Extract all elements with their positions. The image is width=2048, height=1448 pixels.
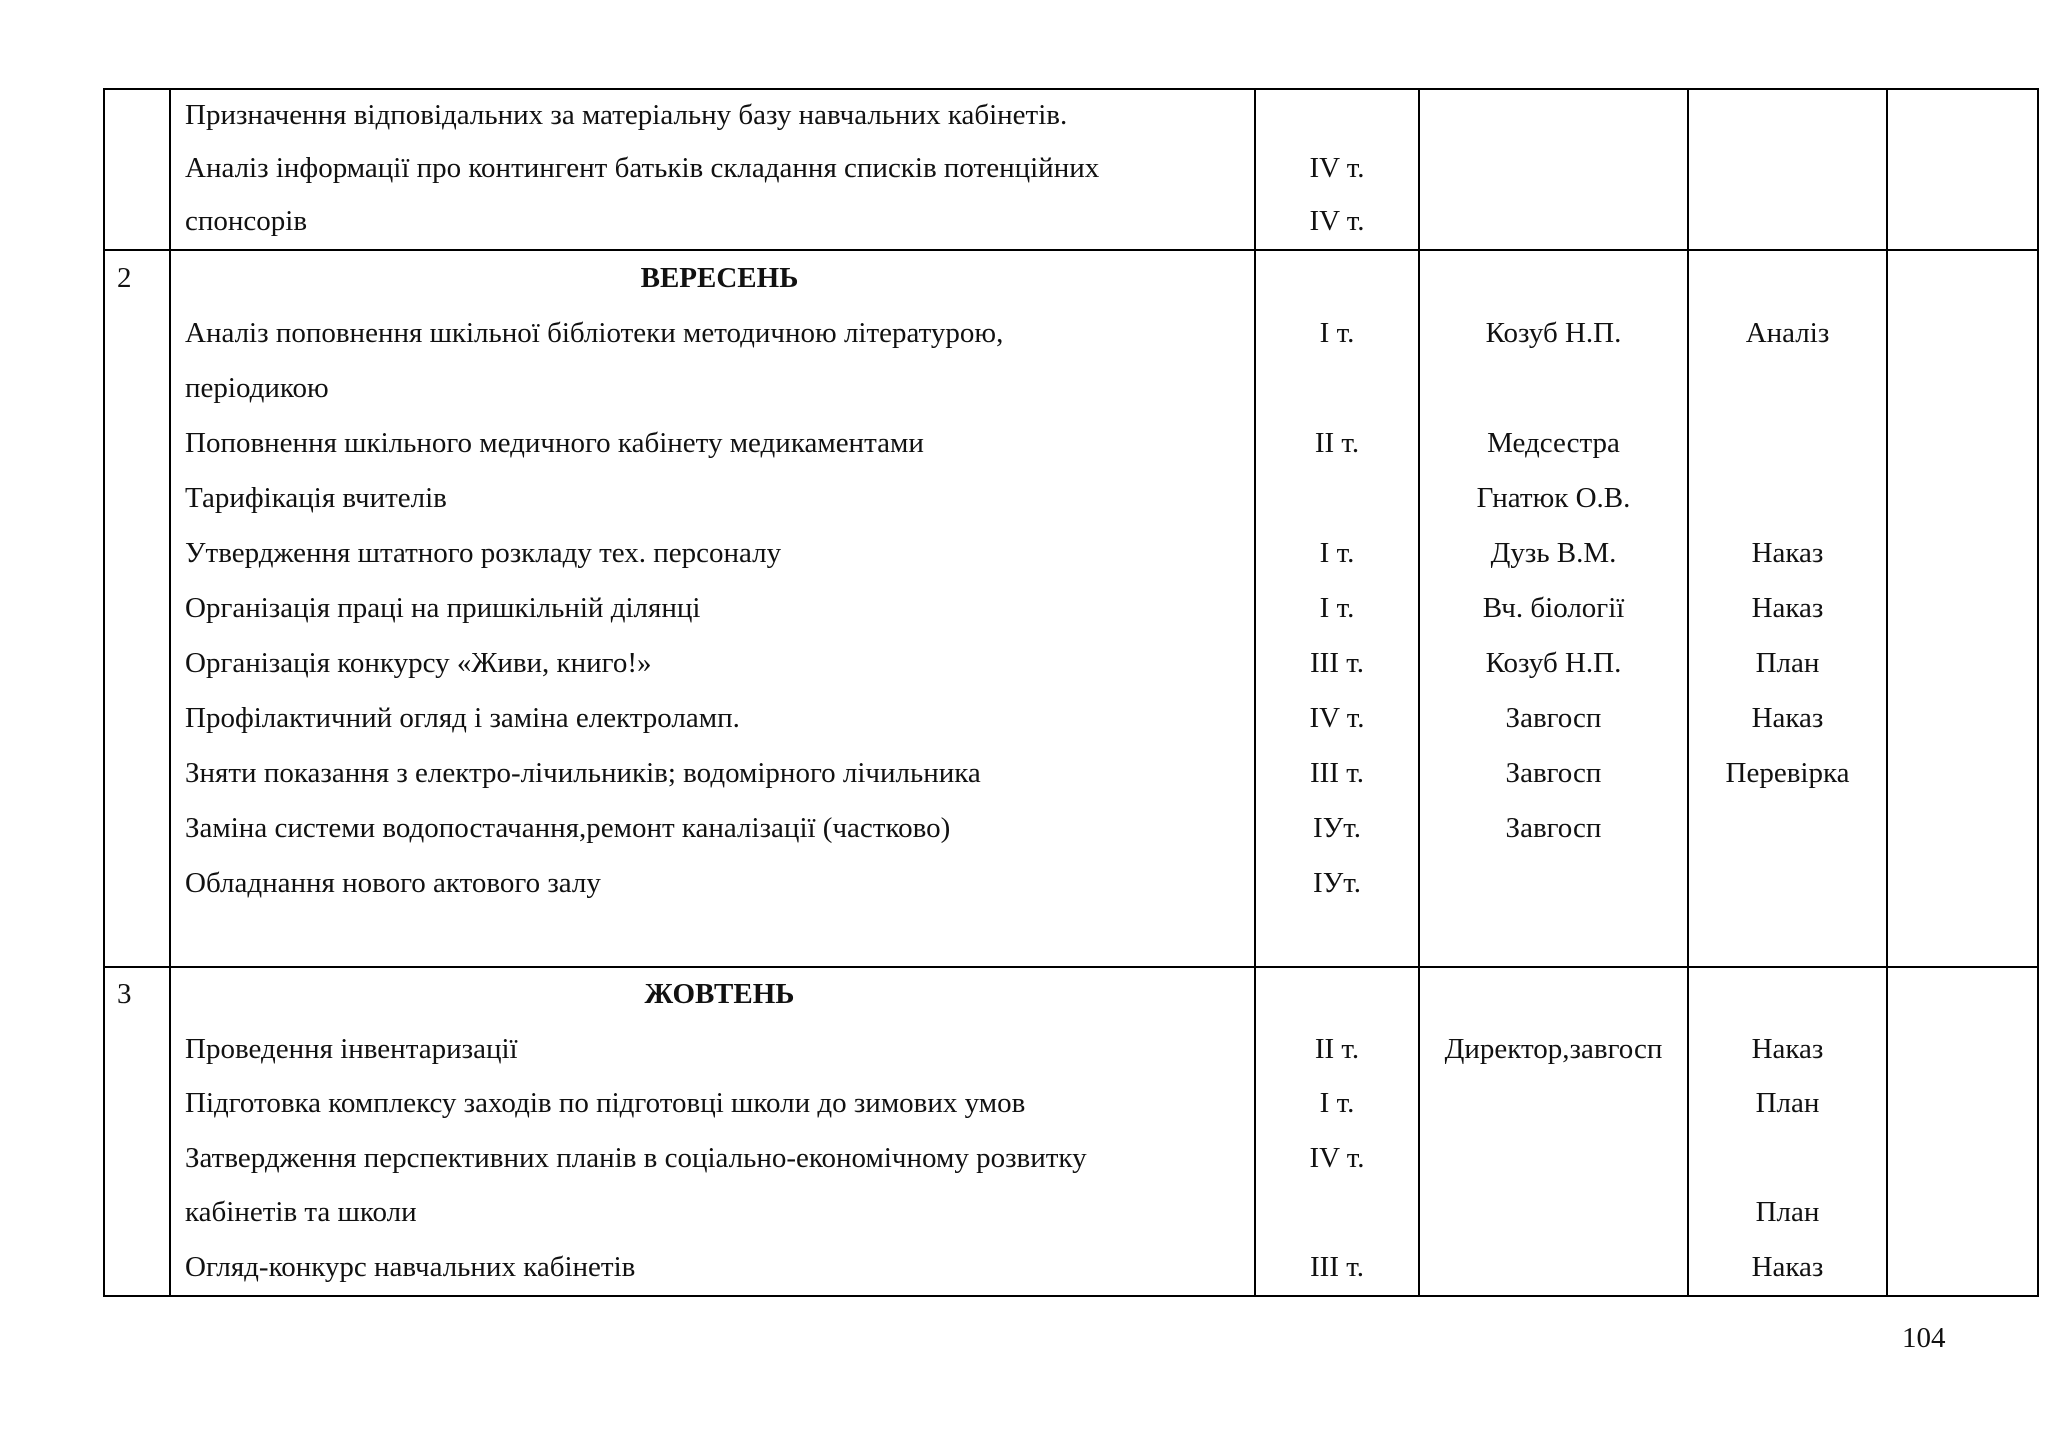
spacer-line xyxy=(1256,251,1418,306)
spacer-line xyxy=(1689,251,1886,306)
form-cell xyxy=(1688,89,1887,250)
table-row xyxy=(104,967,2038,1296)
task-text: Обладнання нового актового залу xyxy=(185,867,601,899)
spacer-line xyxy=(1420,968,1687,1023)
task-text: Призначення відповідальних за матеріальну базу навчальних кабінетів. xyxy=(185,99,1068,131)
form-text: Наказ xyxy=(1751,702,1824,734)
task-text: Профілактичний огляд і заміна електроламп. xyxy=(185,702,740,734)
term-text: І т. xyxy=(1319,592,1355,624)
responsible-cell xyxy=(1419,967,1688,1296)
form-text xyxy=(1689,911,1886,966)
task-text: Організація конкурсу «Живи, книго!» xyxy=(185,647,652,679)
term-text: ІУт. xyxy=(1313,812,1361,844)
month-heading: ЖОВТЕНЬ xyxy=(644,978,795,1010)
note-cell xyxy=(1887,250,2038,967)
task-text: Огляд-конкурс навчальних кабінетів xyxy=(185,1250,636,1283)
term-cell xyxy=(1255,250,1419,967)
task-text: Організація праці на пришкільній ділянці xyxy=(185,592,701,624)
responsible-text xyxy=(1420,1186,1687,1241)
spacer-line xyxy=(1256,968,1418,1023)
task-text: спонсорів xyxy=(185,205,308,237)
task-text: кабінетів та школи xyxy=(185,1196,417,1228)
page-number: 104 xyxy=(1902,1322,1946,1354)
form-text: План xyxy=(1755,1087,1820,1119)
form-text xyxy=(1689,143,1886,196)
month-heading: ВЕРЕСЕНЬ xyxy=(640,262,799,294)
section-number-cell xyxy=(104,967,170,1296)
responsible-text xyxy=(1420,1077,1687,1132)
form-text: Наказ xyxy=(1751,537,1824,569)
section-number-cell xyxy=(104,250,170,967)
section-number: 2 xyxy=(117,262,132,294)
section-number xyxy=(105,90,169,143)
responsible-text xyxy=(1420,1132,1687,1187)
responsible-cell xyxy=(1419,89,1688,250)
term-text xyxy=(1256,911,1418,966)
term-text: IV т. xyxy=(1309,152,1365,184)
term-cell xyxy=(1255,967,1419,1296)
form-text: План xyxy=(1755,1196,1820,1228)
responsible-text: Козуб Н.П. xyxy=(1485,647,1622,679)
responsible-text xyxy=(1420,361,1687,416)
responsible-text: Завгосп xyxy=(1505,812,1602,844)
table-row xyxy=(104,89,2038,250)
task-cell xyxy=(170,89,1255,250)
form-text xyxy=(1689,361,1886,416)
task-text: Підготовка комплексу заходів по підготовці школи до зимових умов xyxy=(185,1087,1026,1119)
form-text xyxy=(1689,416,1886,471)
term-text xyxy=(1256,361,1418,416)
term-text: IV т. xyxy=(1309,205,1365,237)
term-text: ІІ т. xyxy=(1314,1032,1360,1065)
task-text: Заміна системи водопостачання,ремонт каналізації (частково) xyxy=(185,812,951,844)
task-text xyxy=(171,911,1254,966)
form-text: План xyxy=(1755,647,1820,679)
form-text xyxy=(1689,90,1886,143)
responsible-text: Дузь В.М. xyxy=(1490,537,1617,569)
form-text xyxy=(1689,856,1886,911)
term-text: IV т. xyxy=(1309,702,1365,734)
responsible-text xyxy=(1420,911,1687,966)
spacer-line xyxy=(1420,251,1687,306)
task-text: Аналіз поповнення шкільної бібліотеки методичною літературою, xyxy=(185,317,1004,349)
form-text: Аналіз xyxy=(1745,317,1830,349)
responsible-text xyxy=(1420,196,1687,249)
responsible-text: Козуб Н.П. xyxy=(1485,317,1622,349)
task-cell xyxy=(170,967,1255,1296)
form-text: Наказ xyxy=(1751,592,1824,624)
responsible-text xyxy=(1420,143,1687,196)
responsible-text xyxy=(1420,90,1687,143)
term-cell xyxy=(1255,89,1419,250)
form-cell xyxy=(1688,967,1887,1296)
task-text: Проведення інвентаризації xyxy=(185,1032,518,1065)
form-text xyxy=(1689,196,1886,249)
term-text: І т. xyxy=(1319,317,1355,349)
task-text: Зняти показання з електро-лічильників; водомірного лічильника xyxy=(185,757,981,789)
responsible-text: Директор,завгосп xyxy=(1444,1032,1663,1065)
term-text xyxy=(1256,471,1418,526)
responsible-text: Гнатюк О.В. xyxy=(1476,482,1631,514)
task-text: Тарифікація вчителів xyxy=(185,482,447,514)
responsible-text xyxy=(1420,856,1687,911)
task-text: Утвердження штатного розкладу тех. персоналу xyxy=(185,537,782,569)
task-text: Аналіз інформації про контингент батьків складання списків потенційних xyxy=(185,152,1100,184)
task-text: Поповнення шкільного медичного кабінету медикаментами xyxy=(185,427,924,459)
form-text: Перевірка xyxy=(1725,757,1850,789)
responsible-text: Завгосп xyxy=(1505,702,1602,734)
term-text: І т. xyxy=(1319,1087,1355,1119)
task-cell xyxy=(170,250,1255,967)
note-cell xyxy=(1887,967,2038,1296)
term-text: І т. xyxy=(1319,537,1355,569)
term-text xyxy=(1256,1186,1418,1241)
responsible-cell xyxy=(1419,250,1688,967)
form-text: Наказ xyxy=(1751,1032,1824,1065)
form-cell xyxy=(1688,250,1887,967)
note-cell xyxy=(1887,89,2038,250)
term-text: IV т. xyxy=(1309,1141,1365,1174)
section-number-cell xyxy=(104,89,170,250)
responsible-text: Вч. біології xyxy=(1482,592,1625,624)
form-text xyxy=(1689,471,1886,526)
responsible-text: Медсестра xyxy=(1487,427,1620,459)
task-text: періодикою xyxy=(185,372,329,404)
responsible-text: Завгосп xyxy=(1505,757,1602,789)
spacer-line xyxy=(1689,968,1886,1023)
term-text xyxy=(1256,90,1418,143)
task-text: Затвердження перспективних планів в соціально-економічному розвитку xyxy=(185,1141,1087,1174)
form-text xyxy=(1689,801,1886,856)
form-text xyxy=(1689,1132,1886,1187)
term-text: ІІІ т. xyxy=(1310,1250,1364,1283)
term-text: ІІІ т. xyxy=(1310,757,1364,789)
term-text: ІУт. xyxy=(1313,867,1361,899)
term-text: ІІІ т. xyxy=(1310,647,1364,679)
term-text: ІІ т. xyxy=(1314,427,1360,459)
section-number: 3 xyxy=(117,978,132,1010)
form-text: Наказ xyxy=(1751,1250,1824,1283)
responsible-text xyxy=(1420,1241,1687,1296)
table-row xyxy=(104,250,2038,967)
plan-table xyxy=(103,88,2039,1297)
